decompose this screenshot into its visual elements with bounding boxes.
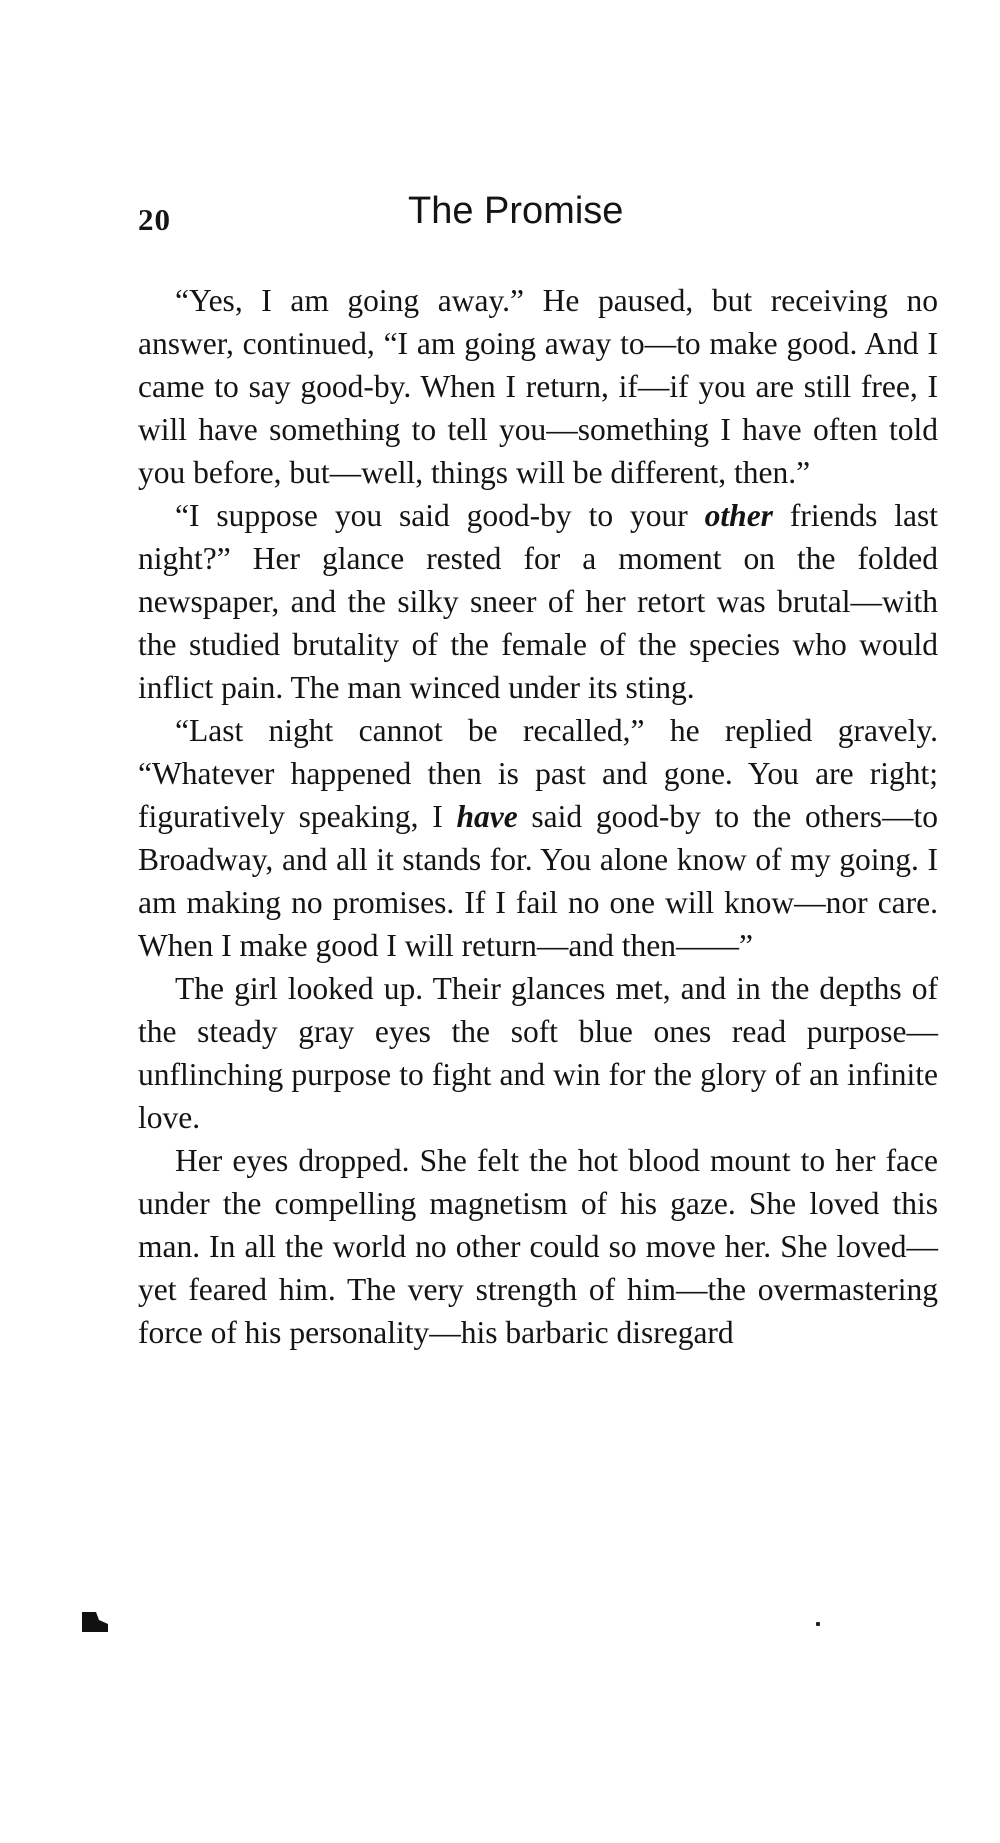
paragraph-5 — [138, 1139, 938, 1354]
body-text — [138, 279, 938, 1354]
paragraph-text: said good-by to the others—to Broadway, and all it stands for. You alone know of my going. I am making no promises. If I fail no one will know—nor care. When I make good I will return—and then——” — [138, 799, 938, 963]
paragraph-text: “Yes, I am going away.” He paused, but receiving no answer, continued, “I am going away to—to make good. And I came to say good-by. When I return, if—if you are still free, I will have something to tell you—something I have often told you before, but—well, things will be different, then.” — [138, 283, 938, 490]
paragraph-text: Her eyes dropped. She felt the hot blood mount to her face under the compelling magnetism of his gaze. She loved this man. In all the world no other could so move her. She loved—yet feared him. The very strength of him—the overmastering force of his personality—his barbaric disregard — [138, 1143, 938, 1350]
paragraph-3 — [138, 709, 938, 967]
page-number: 20 — [138, 202, 171, 237]
running-head — [138, 190, 938, 240]
emphasized-word: have — [456, 799, 518, 834]
paragraph-1 — [138, 279, 938, 494]
paragraph-2 — [138, 494, 938, 709]
paragraph-4 — [138, 967, 938, 1139]
scan-corner-mark-shape — [82, 1612, 108, 1632]
scan-speck — [816, 1622, 820, 1626]
emphasized-word: other — [704, 498, 773, 533]
paragraph-text: friends last night?” Her glance rested for a moment on the folded newspaper, and the silky sneer of her retort was brutal—with the studied brutality of the female of the species who would inflict pain. The man winced under its sting. — [138, 498, 938, 705]
paragraph-text: “Last night cannot be recalled,” he replied gravely. “Whatever happened then is past and gone. You are right; figuratively speaking, I — [138, 713, 938, 834]
paragraph-text: “I suppose you said good-by to your — [175, 498, 705, 533]
running-title: The Promise — [408, 190, 624, 232]
paragraph-text: The girl looked up. Their glances met, and in the depths of the steady gray eyes the soft blue ones read purpose—unflinching purpose to fight and win for the glory of an infinite love. — [138, 971, 938, 1135]
